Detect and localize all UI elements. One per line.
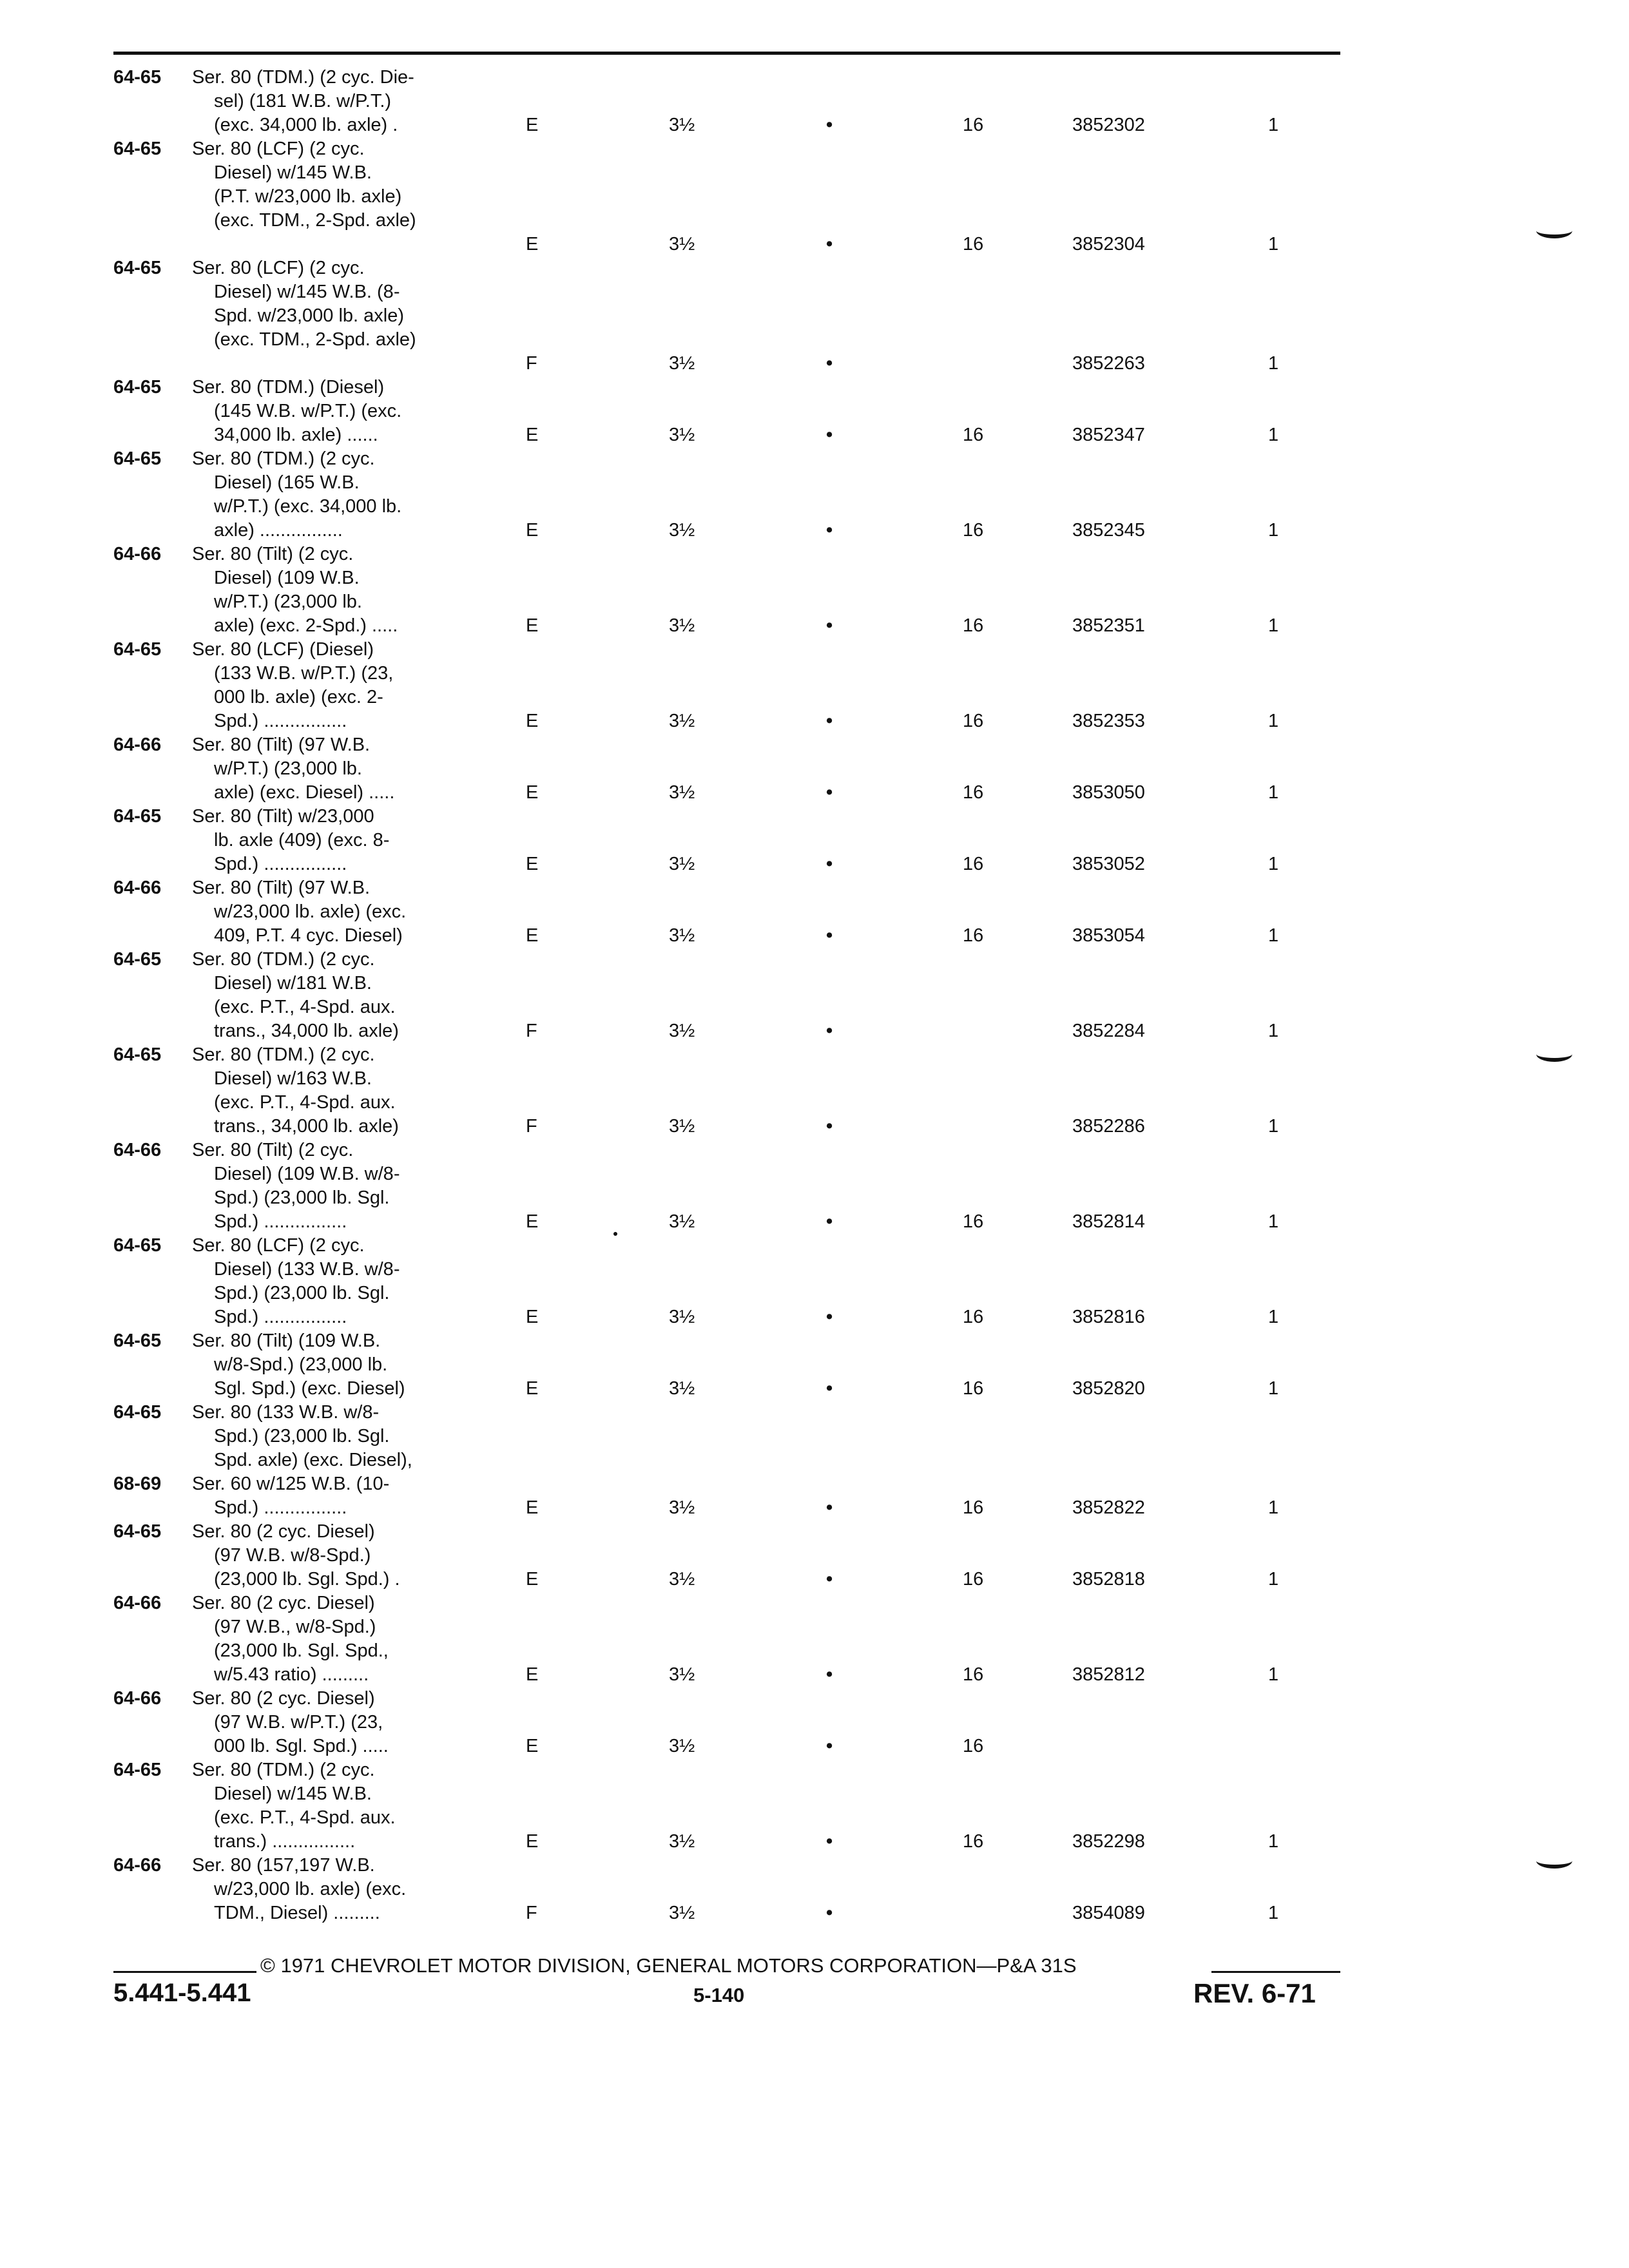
application-description: [192, 1854, 406, 1925]
quantity: 16: [963, 234, 984, 255]
count-per-unit: 1: [1268, 1021, 1279, 1041]
count-per-unit: 1: [1268, 1903, 1279, 1923]
description-line: Diesel) (109 W.B.: [214, 568, 360, 588]
type-code: E: [526, 854, 539, 874]
type-code: E: [526, 1497, 539, 1518]
description-line: w/23,000 lb. axle) (exc.: [214, 901, 407, 922]
top-rule: [113, 52, 1340, 55]
size-inches: 3½: [669, 854, 695, 874]
application-description: [192, 1401, 412, 1472]
count-per-unit: 1: [1268, 782, 1279, 803]
description-line: 34,000 lb. axle) ......: [214, 425, 378, 445]
part-number: 3852284: [1072, 1021, 1145, 1041]
part-number: 3852263: [1072, 353, 1145, 374]
part-number: 3852286: [1072, 1116, 1145, 1137]
type-code: E: [526, 115, 539, 135]
count-per-unit: 1: [1268, 1497, 1279, 1518]
description-line: (exc. TDM., 2-Spd. axle): [214, 329, 416, 350]
description-line: Ser. 80 (2 cyc. Diesel): [192, 1521, 375, 1542]
model-years: 64-66: [113, 878, 162, 898]
quantity: 16: [963, 520, 984, 541]
description-line: Diesel) w/145 W.B. (8-: [214, 282, 400, 302]
description-line: Ser. 80 (133 W.B. w/8-: [192, 1402, 380, 1423]
size-inches: 3½: [669, 615, 695, 636]
quantity: 16: [963, 782, 984, 803]
application-description: [192, 638, 393, 733]
bullet-mark: •: [826, 1021, 833, 1041]
description-line: [192, 352, 416, 376]
size-inches: 3½: [669, 234, 695, 255]
size-inches: 3½: [669, 1903, 695, 1923]
size-inches: 3½: [669, 1378, 695, 1399]
model-years: 64-65: [113, 67, 162, 88]
type-code: F: [526, 1021, 537, 1041]
description-line: Ser. 80 (Tilt) (97 W.B.: [192, 878, 371, 898]
description-line: (exc. P.T., 4-Spd. aux.: [214, 997, 396, 1017]
model-years: 64-66: [113, 735, 162, 755]
application-description: [192, 1043, 399, 1139]
count-per-unit: 1: [1268, 615, 1279, 636]
size-inches: 3½: [669, 1307, 695, 1327]
footer-rule-left: [113, 1971, 256, 1973]
quantity: 16: [963, 1497, 984, 1518]
catalog-row: [0, 948, 1629, 1043]
description-line: Ser. 80 (Tilt) (109 W.B.: [192, 1331, 381, 1351]
description-line: Spd.) ................: [214, 854, 347, 874]
size-inches: 3½: [669, 1497, 695, 1518]
description-line: Ser. 80 (Tilt) (2 cyc.: [192, 544, 354, 564]
bullet-mark: •: [826, 425, 833, 445]
description-line: Ser. 80 (Tilt) (97 W.B.: [192, 735, 371, 755]
catalog-row: [0, 66, 1629, 137]
bullet-mark: •: [826, 1307, 833, 1327]
margin-tick: [1536, 223, 1572, 238]
catalog-row: [0, 543, 1629, 638]
description-line: trans., 34,000 lb. axle): [214, 1021, 399, 1041]
size-inches: 3½: [669, 353, 695, 374]
type-code: E: [526, 1664, 539, 1685]
page-number: 5-140: [693, 1984, 745, 2006]
quantity: 16: [963, 1307, 984, 1327]
description-line: w/P.T.) (exc. 34,000 lb.: [214, 496, 402, 517]
description-line: Ser. 80 (TDM.) (Diesel): [192, 377, 385, 398]
size-inches: 3½: [669, 1569, 695, 1590]
bullet-mark: •: [826, 1378, 833, 1399]
catalog-row: [0, 1472, 1629, 1520]
count-per-unit: 1: [1268, 1378, 1279, 1399]
count-per-unit: 1: [1268, 234, 1279, 255]
description-line: (133 W.B. w/P.T.) (23,: [214, 663, 394, 684]
catalog-row: [0, 1329, 1629, 1401]
model-years: 64-65: [113, 806, 162, 827]
application-description: [192, 1591, 389, 1687]
quantity: 16: [963, 115, 984, 135]
description-line: Ser. 60 w/125 W.B. (10-: [192, 1474, 390, 1494]
type-code: F: [526, 353, 537, 374]
application-description: [192, 543, 398, 638]
application-description: [192, 1758, 396, 1854]
catalog-row: [0, 256, 1629, 376]
model-years: 64-66: [113, 1140, 162, 1160]
application-description: [192, 1234, 400, 1329]
quantity: 16: [963, 925, 984, 946]
catalog-row: [0, 1043, 1629, 1139]
type-code: E: [526, 1569, 539, 1590]
description-line: 000 lb. axle) (exc. 2-: [214, 687, 383, 707]
description-line: axle) (exc. 2-Spd.) .....: [214, 615, 398, 636]
footer-rule-right: [1211, 1971, 1340, 1973]
description-line: Ser. 80 (TDM.) (2 cyc.: [192, 448, 375, 469]
application-description: [192, 66, 414, 137]
description-line: (97 W.B. w/8-Spd.): [214, 1545, 371, 1566]
description-line: 409, P.T. 4 cyc. Diesel): [214, 925, 403, 946]
model-years: 64-65: [113, 448, 162, 469]
catalog-row: [0, 1139, 1629, 1234]
description-line: Ser. 80 (LCF) (Diesel): [192, 639, 374, 660]
part-number: 3852304: [1072, 234, 1145, 255]
application-description: [192, 1687, 389, 1758]
part-number: 3854089: [1072, 1903, 1145, 1923]
description-line: (97 W.B., w/8-Spd.): [214, 1617, 376, 1637]
description-line: (145 W.B. w/P.T.) (exc.: [214, 401, 402, 421]
bullet-mark: •: [826, 1736, 833, 1756]
description-line: trans., 34,000 lb. axle): [214, 1116, 399, 1137]
part-number: 3852347: [1072, 425, 1145, 445]
description-line: axle) (exc. Diesel) .....: [214, 782, 395, 803]
catalog-row: [0, 1401, 1629, 1472]
size-inches: 3½: [669, 1736, 695, 1756]
count-per-unit: 1: [1268, 1831, 1279, 1852]
type-code: F: [526, 1903, 537, 1923]
model-years: 64-65: [113, 1235, 162, 1256]
size-inches: 3½: [669, 1211, 695, 1232]
catalog-row: [0, 1234, 1629, 1329]
part-number: 3853052: [1072, 854, 1145, 874]
description-line: sel) (181 W.B. w/P.T.): [214, 91, 392, 111]
description-line: Sgl. Spd.) (exc. Diesel): [214, 1378, 405, 1399]
description-line: (exc. P.T., 4-Spd. aux.: [214, 1092, 396, 1113]
description-line: Ser. 80 (Tilt) (2 cyc.: [192, 1140, 354, 1160]
description-line: Diesel) w/145 W.B.: [214, 162, 372, 183]
bullet-mark: •: [826, 615, 833, 636]
type-code: E: [526, 615, 539, 636]
part-number: 3852812: [1072, 1664, 1145, 1685]
quantity: 16: [963, 1378, 984, 1399]
part-number: 3852351: [1072, 615, 1145, 636]
application-description: [192, 1139, 400, 1234]
description-line: Ser. 80 (TDM.) (2 cyc.: [192, 949, 375, 970]
footer-copyright: © 1971 CHEVROLET MOTOR DIVISION, GENERAL MOTORS CORPORATION—P&A 31S: [260, 1954, 1077, 1977]
part-number: 3852353: [1072, 711, 1145, 731]
description-line: lb. axle (409) (exc. 8-: [214, 830, 390, 850]
description-line: w/5.43 ratio) .........: [214, 1664, 369, 1685]
description-line: axle) ................: [214, 520, 343, 541]
quantity: 16: [963, 1211, 984, 1232]
application-description: [192, 948, 399, 1043]
description-line: Spd.) (23,000 lb. Sgl.: [214, 1187, 390, 1208]
description-line: Ser. 80 (LCF) (2 cyc.: [192, 139, 365, 159]
model-years: 64-65: [113, 1521, 162, 1542]
revision-label: REV. 6-71: [1193, 1978, 1316, 2008]
type-code: E: [526, 520, 539, 541]
application-description: [192, 137, 416, 256]
catalog-row: [0, 137, 1629, 256]
description-line: Ser. 80 (LCF) (2 cyc.: [192, 1235, 365, 1256]
catalog-row: [0, 1687, 1629, 1758]
bullet-mark: •: [826, 711, 833, 731]
description-line: (97 W.B. w/P.T.) (23,: [214, 1712, 383, 1733]
catalog-row: [0, 1591, 1629, 1687]
model-years: 64-66: [113, 1593, 162, 1613]
model-years: 64-65: [113, 377, 162, 398]
bullet-mark: •: [826, 520, 833, 541]
description-line: 000 lb. Sgl. Spd.) .....: [214, 1736, 389, 1756]
description-line: Diesel) w/163 W.B.: [214, 1068, 372, 1089]
description-line: Ser. 80 (LCF) (2 cyc.: [192, 258, 365, 278]
count-per-unit: 1: [1268, 925, 1279, 946]
count-per-unit: 1: [1268, 1211, 1279, 1232]
model-years: 64-66: [113, 1688, 162, 1709]
bullet-mark: •: [826, 1569, 833, 1590]
catalog-code: 5.441-5.441: [113, 1979, 251, 2007]
model-years: 64-66: [113, 1855, 162, 1876]
catalog-row: [0, 1854, 1629, 1925]
type-code: E: [526, 711, 539, 731]
type-code: E: [526, 1831, 539, 1852]
bullet-mark: •: [826, 1497, 833, 1518]
description-line: Diesel) w/181 W.B.: [214, 973, 372, 994]
bullet-mark: •: [826, 1831, 833, 1852]
catalog-row: [0, 805, 1629, 876]
description-line: Spd. w/23,000 lb. axle): [214, 305, 405, 326]
description-line: w/8-Spd.) (23,000 lb.: [214, 1354, 388, 1375]
application-description: [192, 256, 416, 376]
part-number: 3852818: [1072, 1569, 1145, 1590]
catalog-row: [0, 876, 1629, 948]
quantity: 16: [963, 854, 984, 874]
bullet-mark: •: [826, 925, 833, 946]
description-line: Ser. 80 (TDM.) (2 cyc.: [192, 1044, 375, 1065]
part-number: 3852345: [1072, 520, 1145, 541]
size-inches: 3½: [669, 925, 695, 946]
model-years: 64-65: [113, 258, 162, 278]
count-per-unit: 1: [1268, 1664, 1279, 1685]
model-years: 64-65: [113, 639, 162, 660]
type-code: E: [526, 1378, 539, 1399]
description-line: w/P.T.) (23,000 lb.: [214, 758, 362, 779]
type-code: E: [526, 782, 539, 803]
part-number: 3852820: [1072, 1378, 1145, 1399]
quantity: 16: [963, 615, 984, 636]
size-inches: 3½: [669, 1831, 695, 1852]
model-years: 64-65: [113, 1044, 162, 1065]
catalog-row: [0, 376, 1629, 447]
count-per-unit: 1: [1268, 1569, 1279, 1590]
bullet-mark: •: [826, 782, 833, 803]
type-code: E: [526, 1307, 539, 1327]
catalog-row: [0, 1758, 1629, 1854]
bullet-mark: •: [826, 1903, 833, 1923]
size-inches: 3½: [669, 1664, 695, 1685]
application-description: [192, 876, 406, 948]
description-line: Spd.) ................: [214, 711, 347, 731]
description-line: Ser. 80 (TDM.) (2 cyc.: [192, 1760, 375, 1780]
description-line: (23,000 lb. Sgl. Spd.,: [214, 1640, 389, 1661]
application-description: [192, 447, 401, 543]
size-inches: 3½: [669, 711, 695, 731]
description-line: w/23,000 lb. axle) (exc.: [214, 1879, 407, 1899]
description-line: Spd.) ................: [214, 1211, 347, 1232]
description-line: Ser. 80 (TDM.) (2 cyc. Die-: [192, 67, 414, 88]
type-code: E: [526, 425, 539, 445]
part-number: 3852816: [1072, 1307, 1145, 1327]
description-line: (P.T. w/23,000 lb. axle): [214, 186, 402, 207]
description-line: Ser. 80 (2 cyc. Diesel): [192, 1593, 375, 1613]
margin-tick: [1536, 1853, 1572, 1869]
part-number: 3852814: [1072, 1211, 1145, 1232]
model-years: 64-65: [113, 1402, 162, 1423]
model-years: 64-65: [113, 949, 162, 970]
bullet-mark: •: [826, 115, 833, 135]
bullet-mark: •: [826, 1664, 833, 1685]
application-description: [192, 1520, 400, 1591]
description-line: (23,000 lb. Sgl. Spd.) .: [214, 1569, 400, 1590]
count-per-unit: 1: [1268, 520, 1279, 541]
description-line: Spd.) (23,000 lb. Sgl.: [214, 1426, 390, 1446]
part-number: 3853050: [1072, 782, 1145, 803]
description-line: Diesel) (133 W.B. w/8-: [214, 1259, 400, 1280]
description-line: Spd.) ................: [214, 1497, 347, 1518]
part-number: 3852822: [1072, 1497, 1145, 1518]
description-line: Diesel) (109 W.B. w/8-: [214, 1164, 400, 1184]
description-line: (exc. P.T., 4-Spd. aux.: [214, 1807, 396, 1828]
size-inches: 3½: [669, 782, 695, 803]
description-line: w/P.T.) (23,000 lb.: [214, 591, 362, 612]
model-years: 64-66: [113, 544, 162, 564]
model-years: 64-65: [113, 1760, 162, 1780]
count-per-unit: 1: [1268, 115, 1279, 135]
count-per-unit: 1: [1268, 1116, 1279, 1137]
type-code: E: [526, 234, 539, 255]
type-code: E: [526, 925, 539, 946]
part-number: 3852298: [1072, 1831, 1145, 1852]
size-inches: 3½: [669, 425, 695, 445]
quantity: 16: [963, 1736, 984, 1756]
count-per-unit: 1: [1268, 711, 1279, 731]
catalog-row: [0, 638, 1629, 733]
part-number: 3852302: [1072, 115, 1145, 135]
description-line: (exc. 34,000 lb. axle) .: [214, 115, 398, 135]
size-inches: 3½: [669, 520, 695, 541]
quantity: 16: [963, 1831, 984, 1852]
description-line: (exc. TDM., 2-Spd. axle): [214, 210, 416, 231]
margin-tick: [1536, 1046, 1572, 1062]
catalog-row: [0, 447, 1629, 543]
description-line: Spd.) (23,000 lb. Sgl.: [214, 1283, 390, 1303]
stray-mark: [613, 1232, 617, 1236]
description-line: Spd.) ................: [214, 1307, 347, 1327]
description-line: Ser. 80 (Tilt) w/23,000: [192, 806, 374, 827]
application-description: [192, 733, 394, 805]
size-inches: 3½: [669, 115, 695, 135]
part-number: 3853054: [1072, 925, 1145, 946]
model-years: 68-69: [113, 1474, 162, 1494]
description-line: Diesel) w/145 W.B.: [214, 1783, 372, 1804]
count-per-unit: 1: [1268, 1307, 1279, 1327]
count-per-unit: 1: [1268, 425, 1279, 445]
type-code: F: [526, 1116, 537, 1137]
description-line: Ser. 80 (2 cyc. Diesel): [192, 1688, 375, 1709]
description-line: TDM., Diesel) .........: [214, 1903, 380, 1923]
quantity: 16: [963, 711, 984, 731]
model-years: 64-65: [113, 139, 162, 159]
quantity: 16: [963, 1569, 984, 1590]
bullet-mark: •: [826, 353, 833, 374]
bullet-mark: •: [826, 1211, 833, 1232]
description-line: Ser. 80 (157,197 W.B.: [192, 1855, 375, 1876]
quantity: 16: [963, 425, 984, 445]
count-per-unit: 1: [1268, 854, 1279, 874]
count-per-unit: 1: [1268, 353, 1279, 374]
description-line: [192, 233, 416, 256]
application-description: [192, 1329, 405, 1401]
catalog-row: [0, 1520, 1629, 1591]
description-line: Diesel) (165 W.B.: [214, 472, 360, 493]
application-description: [192, 1472, 389, 1520]
application-description: [192, 805, 389, 876]
type-code: E: [526, 1736, 539, 1756]
bullet-mark: •: [826, 854, 833, 874]
quantity: 16: [963, 1664, 984, 1685]
model-years: 64-65: [113, 1331, 162, 1351]
size-inches: 3½: [669, 1116, 695, 1137]
catalog-row: [0, 733, 1629, 805]
type-code: E: [526, 1211, 539, 1232]
bullet-mark: •: [826, 1116, 833, 1137]
application-description: [192, 376, 401, 447]
bullet-mark: •: [826, 234, 833, 255]
size-inches: 3½: [669, 1021, 695, 1041]
description-line: trans.) ................: [214, 1831, 356, 1852]
description-line: Spd. axle) (exc. Diesel),: [214, 1450, 412, 1470]
